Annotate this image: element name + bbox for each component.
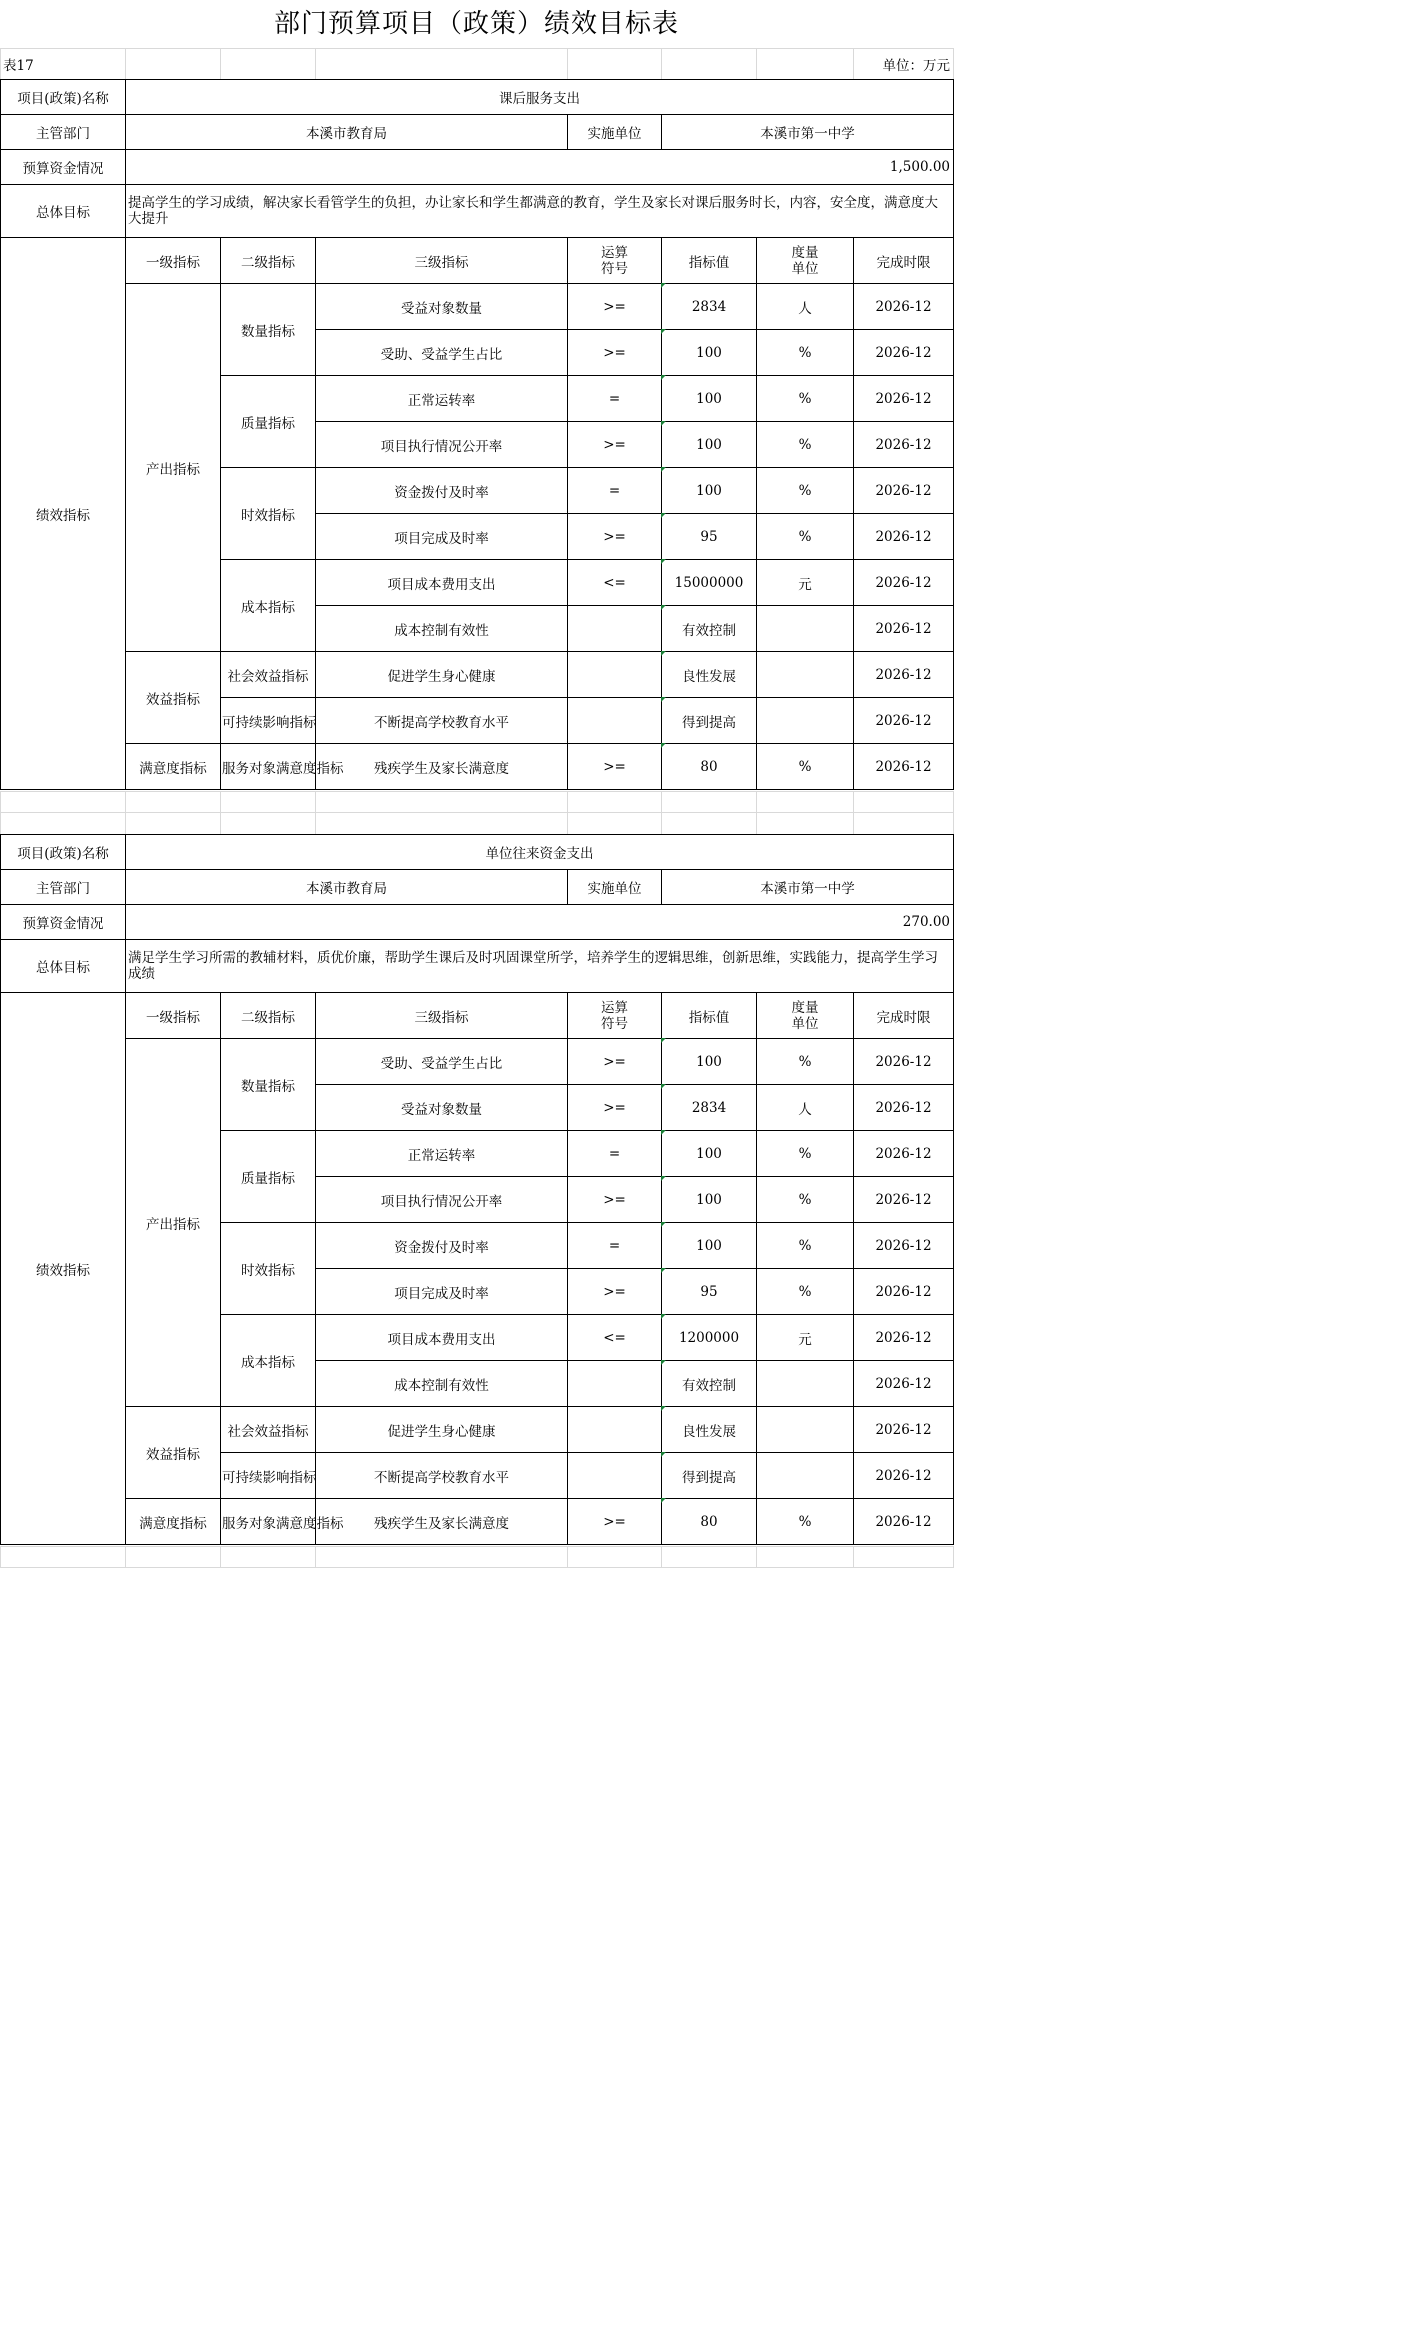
sheet-header-row xyxy=(0,48,954,80)
deadline-cell: 2026-12 xyxy=(854,514,954,560)
deadline-cell: 2026-12 xyxy=(854,1131,954,1177)
deadline-cell: 2026-12 xyxy=(854,284,954,330)
operator-cell: >= xyxy=(568,1085,662,1131)
level3-indicator: 资金拨付及时率 xyxy=(316,1223,568,1269)
col-value-header: 指标值 xyxy=(662,238,757,284)
col-operator-header: 运算 符号 xyxy=(568,993,662,1039)
col-level1-header: 一级指标 xyxy=(126,993,221,1039)
unit-label: 单位：万元 xyxy=(854,49,954,80)
target-value-cell: 得到提高 xyxy=(662,1453,757,1499)
overall-goal-text: 提高学生的学习成绩，解决家长看管学生的负担，办让家长和学生都满意的教育，学生及家长对课后服务时长，内容，安全度，满意度大大提升 xyxy=(126,185,954,238)
col-level2-header: 二级指标 xyxy=(221,993,316,1039)
measure-unit-cell xyxy=(757,1407,854,1453)
operator-cell: >= xyxy=(568,1269,662,1315)
col-unit-header: 度量 单位 xyxy=(757,238,854,284)
measure-unit-cell: 元 xyxy=(757,560,854,606)
operator-cell: >= xyxy=(568,514,662,560)
target-value-cell: 80 xyxy=(662,744,757,790)
impl-unit-label: 实施单位 xyxy=(568,870,662,905)
performance-table-2 xyxy=(0,834,954,1545)
level2-indicator: 质量指标 xyxy=(221,376,316,468)
operator-cell: >= xyxy=(568,330,662,376)
budget-label: 预算资金情况 xyxy=(1,150,126,185)
target-value-cell: 有效控制 xyxy=(662,606,757,652)
deadline-cell: 2026-12 xyxy=(854,1499,954,1545)
operator-cell: >= xyxy=(568,422,662,468)
measure-unit-cell: % xyxy=(757,1039,854,1085)
measure-unit-cell: % xyxy=(757,468,854,514)
deadline-cell: 2026-12 xyxy=(854,652,954,698)
operator-cell: = xyxy=(568,376,662,422)
performance-table-1 xyxy=(0,79,954,790)
operator-cell xyxy=(568,1453,662,1499)
measure-unit-cell xyxy=(757,1361,854,1407)
level3-indicator: 促进学生身心健康 xyxy=(316,652,568,698)
deadline-cell: 2026-12 xyxy=(854,376,954,422)
col-level3-header: 三级指标 xyxy=(316,238,568,284)
col-level1-header: 一级指标 xyxy=(126,238,221,284)
target-value-cell: 2834 xyxy=(662,284,757,330)
col-unit-header: 度量 单位 xyxy=(757,993,854,1039)
operator-cell xyxy=(568,1361,662,1407)
operator-cell xyxy=(568,606,662,652)
competent-dept-label: 主管部门 xyxy=(1,115,126,150)
measure-unit-cell xyxy=(757,652,854,698)
measure-unit-cell: 元 xyxy=(757,1315,854,1361)
col-operator-header: 运算 符号 xyxy=(568,238,662,284)
target-value-cell: 得到提高 xyxy=(662,698,757,744)
target-value-cell: 有效控制 xyxy=(662,1361,757,1407)
deadline-cell: 2026-12 xyxy=(854,1085,954,1131)
competent-dept-value: 本溪市教育局 xyxy=(126,115,568,150)
level2-indicator: 可持续影响指标 xyxy=(221,1453,316,1499)
level2-indicator: 服务对象满意度指标 xyxy=(221,744,316,790)
measure-unit-cell: % xyxy=(757,1177,854,1223)
target-value-cell: 良性发展 xyxy=(662,652,757,698)
deadline-cell: 2026-12 xyxy=(854,1315,954,1361)
level3-indicator: 项目执行情况公开率 xyxy=(316,1177,568,1223)
deadline-cell: 2026-12 xyxy=(854,698,954,744)
measure-unit-cell xyxy=(757,606,854,652)
level2-indicator: 社会效益指标 xyxy=(221,652,316,698)
level1-indicator: 产出指标 xyxy=(126,284,221,652)
measure-unit-cell: % xyxy=(757,514,854,560)
level2-indicator: 时效指标 xyxy=(221,1223,316,1315)
impl-unit-value: 本溪市第一中学 xyxy=(662,115,954,150)
project-name-label: 项目(政策)名称 xyxy=(1,835,126,870)
target-value-cell: 100 xyxy=(662,1039,757,1085)
level3-indicator: 项目成本费用支出 xyxy=(316,560,568,606)
level3-indicator: 不断提高学校教育水平 xyxy=(316,698,568,744)
target-value-cell: 100 xyxy=(662,468,757,514)
col-value-header: 指标值 xyxy=(662,993,757,1039)
operator-cell xyxy=(568,1407,662,1453)
measure-unit-cell: 人 xyxy=(757,1085,854,1131)
measure-unit-cell xyxy=(757,698,854,744)
level3-indicator: 正常运转率 xyxy=(316,376,568,422)
deadline-cell: 2026-12 xyxy=(854,1223,954,1269)
level2-indicator: 成本指标 xyxy=(221,1315,316,1407)
sheet-footer-row xyxy=(0,1546,954,1568)
level3-indicator: 受助、受益学生占比 xyxy=(316,1039,568,1085)
impl-unit-label: 实施单位 xyxy=(568,115,662,150)
measure-unit-cell: % xyxy=(757,1499,854,1545)
impl-unit-value: 本溪市第一中学 xyxy=(662,870,954,905)
project-name-label: 项目(政策)名称 xyxy=(1,80,126,115)
deadline-cell: 2026-12 xyxy=(854,1361,954,1407)
col-deadline-header: 完成时限 xyxy=(854,238,954,284)
col-level3-header: 三级指标 xyxy=(316,993,568,1039)
level1-indicator: 效益指标 xyxy=(126,1407,221,1499)
sheet-spacer-rows xyxy=(0,791,954,835)
target-value-cell: 2834 xyxy=(662,1085,757,1131)
level2-indicator: 数量指标 xyxy=(221,1039,316,1131)
level1-indicator: 满意度指标 xyxy=(126,744,221,790)
measure-unit-cell: 人 xyxy=(757,284,854,330)
overall-goal-text: 满足学生学习所需的教辅材料，质优价廉，帮助学生课后及时巩固课堂所学，培养学生的逻辑思维，创新思维，实践能力，提高学生学习成绩 xyxy=(126,940,954,993)
measure-unit-cell: % xyxy=(757,744,854,790)
budget-value: 270.00 xyxy=(126,905,954,940)
deadline-cell: 2026-12 xyxy=(854,1177,954,1223)
level3-indicator: 残疾学生及家长满意度 xyxy=(316,744,568,790)
target-value-cell: 100 xyxy=(662,1177,757,1223)
level2-indicator: 数量指标 xyxy=(221,284,316,376)
measure-unit-cell: % xyxy=(757,1269,854,1315)
deadline-cell: 2026-12 xyxy=(854,1269,954,1315)
performance-label: 绩效指标 xyxy=(1,993,126,1545)
level2-indicator: 质量指标 xyxy=(221,1131,316,1223)
deadline-cell: 2026-12 xyxy=(854,560,954,606)
level2-indicator: 社会效益指标 xyxy=(221,1407,316,1453)
operator-cell xyxy=(568,652,662,698)
operator-cell xyxy=(568,698,662,744)
level3-indicator: 项目执行情况公开率 xyxy=(316,422,568,468)
level3-indicator: 正常运转率 xyxy=(316,1131,568,1177)
deadline-cell: 2026-12 xyxy=(854,744,954,790)
level3-indicator: 项目成本费用支出 xyxy=(316,1315,568,1361)
operator-cell: >= xyxy=(568,1177,662,1223)
operator-cell: >= xyxy=(568,284,662,330)
performance-label: 绩效指标 xyxy=(1,238,126,790)
target-value-cell: 100 xyxy=(662,376,757,422)
level2-indicator: 时效指标 xyxy=(221,468,316,560)
measure-unit-cell xyxy=(757,1453,854,1499)
project-name-value: 单位往来资金支出 xyxy=(126,835,954,870)
target-value-cell: 100 xyxy=(662,330,757,376)
budget-label: 预算资金情况 xyxy=(1,905,126,940)
operator-cell: <= xyxy=(568,1315,662,1361)
target-value-cell: 95 xyxy=(662,514,757,560)
level3-indicator: 资金拨付及时率 xyxy=(316,468,568,514)
target-value-cell: 80 xyxy=(662,1499,757,1545)
operator-cell: = xyxy=(568,1223,662,1269)
level3-indicator: 成本控制有效性 xyxy=(316,606,568,652)
operator-cell: >= xyxy=(568,744,662,790)
operator-cell: = xyxy=(568,1131,662,1177)
target-value-cell: 100 xyxy=(662,1223,757,1269)
target-value-cell: 良性发展 xyxy=(662,1407,757,1453)
col-deadline-header: 完成时限 xyxy=(854,993,954,1039)
table-number: 表17 xyxy=(1,49,126,80)
overall-goal-label: 总体目标 xyxy=(1,185,126,238)
deadline-cell: 2026-12 xyxy=(854,1039,954,1085)
target-value-cell: 15000000 xyxy=(662,560,757,606)
level3-indicator: 项目完成及时率 xyxy=(316,1269,568,1315)
col-level2-header: 二级指标 xyxy=(221,238,316,284)
target-value-cell: 100 xyxy=(662,1131,757,1177)
deadline-cell: 2026-12 xyxy=(854,1453,954,1499)
level3-indicator: 受益对象数量 xyxy=(316,1085,568,1131)
measure-unit-cell: % xyxy=(757,1131,854,1177)
deadline-cell: 2026-12 xyxy=(854,468,954,514)
page-title: 部门预算项目（政策）绩效目标表 xyxy=(273,9,679,39)
measure-unit-cell: % xyxy=(757,330,854,376)
budget-value: 1,500.00 xyxy=(126,150,954,185)
level3-indicator: 受益对象数量 xyxy=(316,284,568,330)
deadline-cell: 2026-12 xyxy=(854,330,954,376)
measure-unit-cell: % xyxy=(757,376,854,422)
target-value-cell: 100 xyxy=(662,422,757,468)
level3-indicator: 成本控制有效性 xyxy=(316,1361,568,1407)
operator-cell: >= xyxy=(568,1499,662,1545)
level1-indicator: 效益指标 xyxy=(126,652,221,744)
measure-unit-cell: % xyxy=(757,422,854,468)
target-value-cell: 1200000 xyxy=(662,1315,757,1361)
level3-indicator: 残疾学生及家长满意度 xyxy=(316,1499,568,1545)
competent-dept-value: 本溪市教育局 xyxy=(126,870,568,905)
level2-indicator: 成本指标 xyxy=(221,560,316,652)
level2-indicator: 服务对象满意度指标 xyxy=(221,1499,316,1545)
level1-indicator: 满意度指标 xyxy=(126,1499,221,1545)
operator-cell: >= xyxy=(568,1039,662,1085)
competent-dept-label: 主管部门 xyxy=(1,870,126,905)
deadline-cell: 2026-12 xyxy=(854,606,954,652)
project-name-value: 课后服务支出 xyxy=(126,80,954,115)
level1-indicator: 产出指标 xyxy=(126,1039,221,1407)
operator-cell: = xyxy=(568,468,662,514)
target-value-cell: 95 xyxy=(662,1269,757,1315)
level3-indicator: 受助、受益学生占比 xyxy=(316,330,568,376)
deadline-cell: 2026-12 xyxy=(854,422,954,468)
level3-indicator: 促进学生身心健康 xyxy=(316,1407,568,1453)
measure-unit-cell: % xyxy=(757,1223,854,1269)
level3-indicator: 不断提高学校教育水平 xyxy=(316,1453,568,1499)
level3-indicator: 项目完成及时率 xyxy=(316,514,568,560)
level2-indicator: 可持续影响指标 xyxy=(221,698,316,744)
operator-cell: <= xyxy=(568,560,662,606)
deadline-cell: 2026-12 xyxy=(854,1407,954,1453)
overall-goal-label: 总体目标 xyxy=(1,940,126,993)
